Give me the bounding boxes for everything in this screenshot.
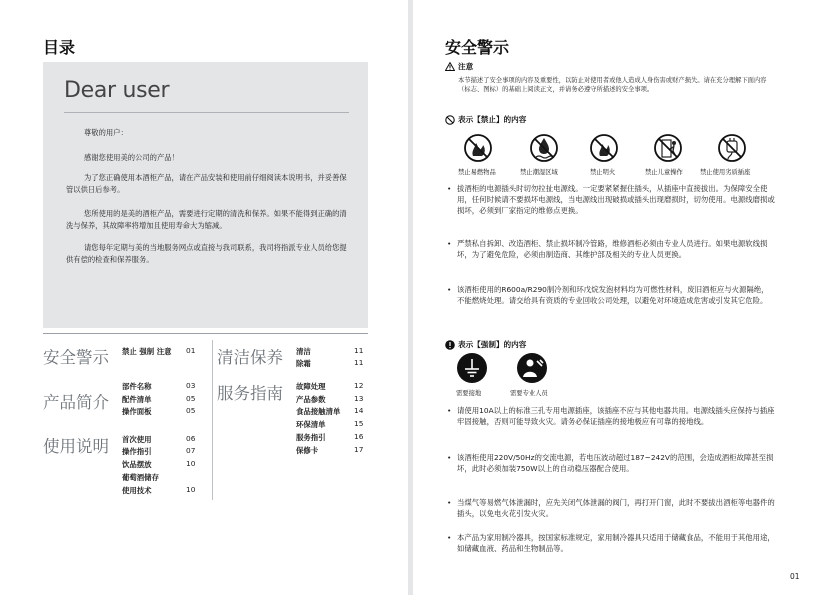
dear-user-box — [43, 62, 368, 328]
dear-user-title: Dear user — [64, 78, 170, 103]
dear-paragraph: 请您每年定期与美的当地服务网点或直接与我司联系，我司将指派专业人员给您提供有偿的检查和保养服务。 — [66, 243, 347, 264]
toc-item[interactable]: 使用技术 — [122, 486, 152, 495]
toc-page-number: 10 — [186, 459, 196, 468]
toc-item[interactable]: 部件名称 — [122, 382, 152, 391]
toc-page-number: 03 — [186, 381, 196, 390]
dear-paragraph: 为了您正确使用本酒柜产品，请在产品安装和使用前仔细阅读本说明书，并妥善保管以供日后参考。 — [66, 173, 347, 194]
toc-page-number: 14 — [354, 406, 364, 415]
toc-page-number: 15 — [354, 419, 364, 428]
page-number: 01 — [790, 572, 800, 581]
safety-title: 安全警示 — [445, 38, 510, 57]
toc-item[interactable]: 清洁 — [296, 347, 311, 356]
toc-page-number: 05 — [186, 394, 196, 403]
icon-label: 禁止使用劣质插座 — [700, 169, 751, 176]
toc-category-cleaning[interactable]: 清洁保养 — [217, 348, 283, 367]
prohibit-bullet: • 该酒柜使用的R600a/R290制冷剂和环戊烷发泡材料均为可燃性材料，废旧酒柜应与火源隔绝，不能燃烧处理。请交给具有资质的专业回收公司处理，以避免对环境造成危害或引发其它危险。 — [447, 284, 775, 306]
toc-item[interactable]: 禁止 强制 注意 — [122, 347, 172, 356]
notice-heading: 注意 — [445, 61, 473, 72]
icon-label: 需要接地 — [456, 390, 482, 397]
toc-item[interactable]: 服务指引 — [296, 433, 326, 442]
mandatory-bullet: • 本产品为家用制冷器具，按国家标准规定，家用制冷器具只适用于储藏食品，不能用于其他用途，如储藏血液、药品和生物制品等。 — [447, 532, 775, 554]
toc-item[interactable]: 环保清单 — [296, 420, 326, 429]
toc-page-number: 07 — [186, 446, 196, 455]
toc-category-safety[interactable]: 安全警示 — [43, 348, 109, 367]
toc-item[interactable]: 配件清单 — [122, 395, 152, 404]
toc-page-number: 17 — [354, 445, 364, 454]
damaged-plug-prohibited-icon — [716, 132, 748, 164]
toc-item[interactable]: 保修卡 — [296, 446, 319, 455]
toc-item[interactable]: 故障处理 — [296, 382, 326, 391]
icon-label: 禁止儿童操作 — [645, 169, 683, 176]
prohibit-bullet: • 拔酒柜的电源插头时切勿拉扯电源线。一定要紧紧握住插头，从插座中直接拔出。为保障安全使用，任何时候请不要损坏电源线，当电源线出现破损或插头出现磨损时，切勿使用。电源线磨损或损坏，必须到厂家指定的维修点更换。 — [447, 183, 775, 217]
mandatory-bullet: • 该酒柜使用220V/50Hz的交流电源，若电压波动超过187~242V的范围，会造成酒柜故障甚至损坏，此时必须加装750W以上的自动稳压器配合使用。 — [447, 452, 775, 474]
wet-area-prohibited-icon — [528, 132, 560, 164]
toc-item[interactable]: 除霜 — [296, 359, 311, 368]
prohibit-bullet: • 严禁私自拆卸、改造酒柜、禁止损坏制冷管路，维修酒柜必须由专业人员进行。如果电源软线损坏，为了避免危险，必须由制造商、其维护部及相关的专业人员更换。 — [447, 238, 775, 260]
dear-paragraph: 您所使用的是美的酒柜产品，需要进行定期的清洗和保养。如果不能得到正确的清洗与保养，其故障率将增加且使用寿命大为缩减。 — [66, 209, 347, 230]
icon-label: 需要专业人员 — [510, 390, 548, 397]
mandatory-bullet: • 当煤气等易燃气体泄漏时，应先关闭气体泄漏的阀门，再打开门窗，此时不要拔出酒柜等电器件的插头，以免电火花引发火灾。 — [447, 497, 775, 519]
prohibit-icon — [445, 115, 455, 125]
flammable-prohibited-icon — [462, 132, 494, 164]
warning-triangle-icon — [445, 62, 455, 71]
toc-category-usage[interactable]: 使用说明 — [43, 437, 109, 456]
dear-divider — [64, 112, 349, 113]
toc-page-number: 11 — [354, 346, 364, 355]
toc-item[interactable]: 葡萄酒储存 — [122, 473, 159, 482]
toc-category-service[interactable]: 服务指南 — [217, 384, 283, 403]
dear-greeting: 尊敬的用户： — [84, 128, 128, 137]
dear-thanks: 感谢您使用美的公司的产品！ — [84, 153, 179, 162]
toc-title: 目录 — [43, 38, 76, 57]
mandatory-heading: 表示【强制】的内容 — [445, 339, 526, 350]
toc-page-number: 06 — [186, 434, 196, 443]
toc-column-divider — [212, 340, 213, 500]
open-fire-prohibited-icon — [588, 132, 620, 164]
toc-category-product[interactable]: 产品简介 — [43, 393, 109, 412]
toc-item[interactable]: 操作指引 — [122, 447, 152, 456]
icon-label: 禁止易燃物品 — [458, 169, 496, 176]
professional-person-icon — [516, 352, 548, 384]
prohibit-heading: 表示【禁止】的内容 — [445, 114, 526, 125]
toc-item[interactable]: 饮品摆放 — [122, 460, 152, 469]
notice-text: 本节描述了安全事项的内容及重要性，以防止对使用者或他人造成人身伤害或财产损失。请在充分理解下面内容（标志、图标）的基础上阅读正文，并请务必遵守所描述的安全事项。 — [458, 77, 767, 94]
mandatory-bullet: • 请使用10A以上的标准三孔专用电源插座，该插座不应与其他电器共用。电源线插头应保持与插座牢固接触，否则可能导致火灾。请务必保证插座的接地极应有可靠的接地线。 — [447, 405, 775, 427]
toc-page-number: 10 — [186, 485, 196, 494]
toc-page-number: 13 — [354, 394, 364, 403]
grounding-icon — [456, 352, 488, 384]
toc-item[interactable]: 首次使用 — [122, 435, 152, 444]
toc-divider — [43, 333, 368, 334]
toc-page-number: 11 — [354, 358, 364, 367]
toc-item[interactable]: 操作面板 — [122, 407, 152, 416]
toc-page-number: 05 — [186, 406, 196, 415]
icon-label: 禁止明火 — [590, 169, 616, 176]
toc-page-number: 16 — [354, 432, 364, 441]
toc-item[interactable]: 食品接触清单 — [296, 407, 341, 416]
toc-page-number: 01 — [186, 346, 196, 355]
child-climb-prohibited-icon — [652, 132, 684, 164]
toc-item[interactable]: 产品参数 — [296, 395, 326, 404]
toc-page-number: 12 — [354, 381, 364, 390]
mandatory-icon — [445, 340, 455, 350]
icon-label: 禁止潮湿区域 — [520, 169, 558, 176]
